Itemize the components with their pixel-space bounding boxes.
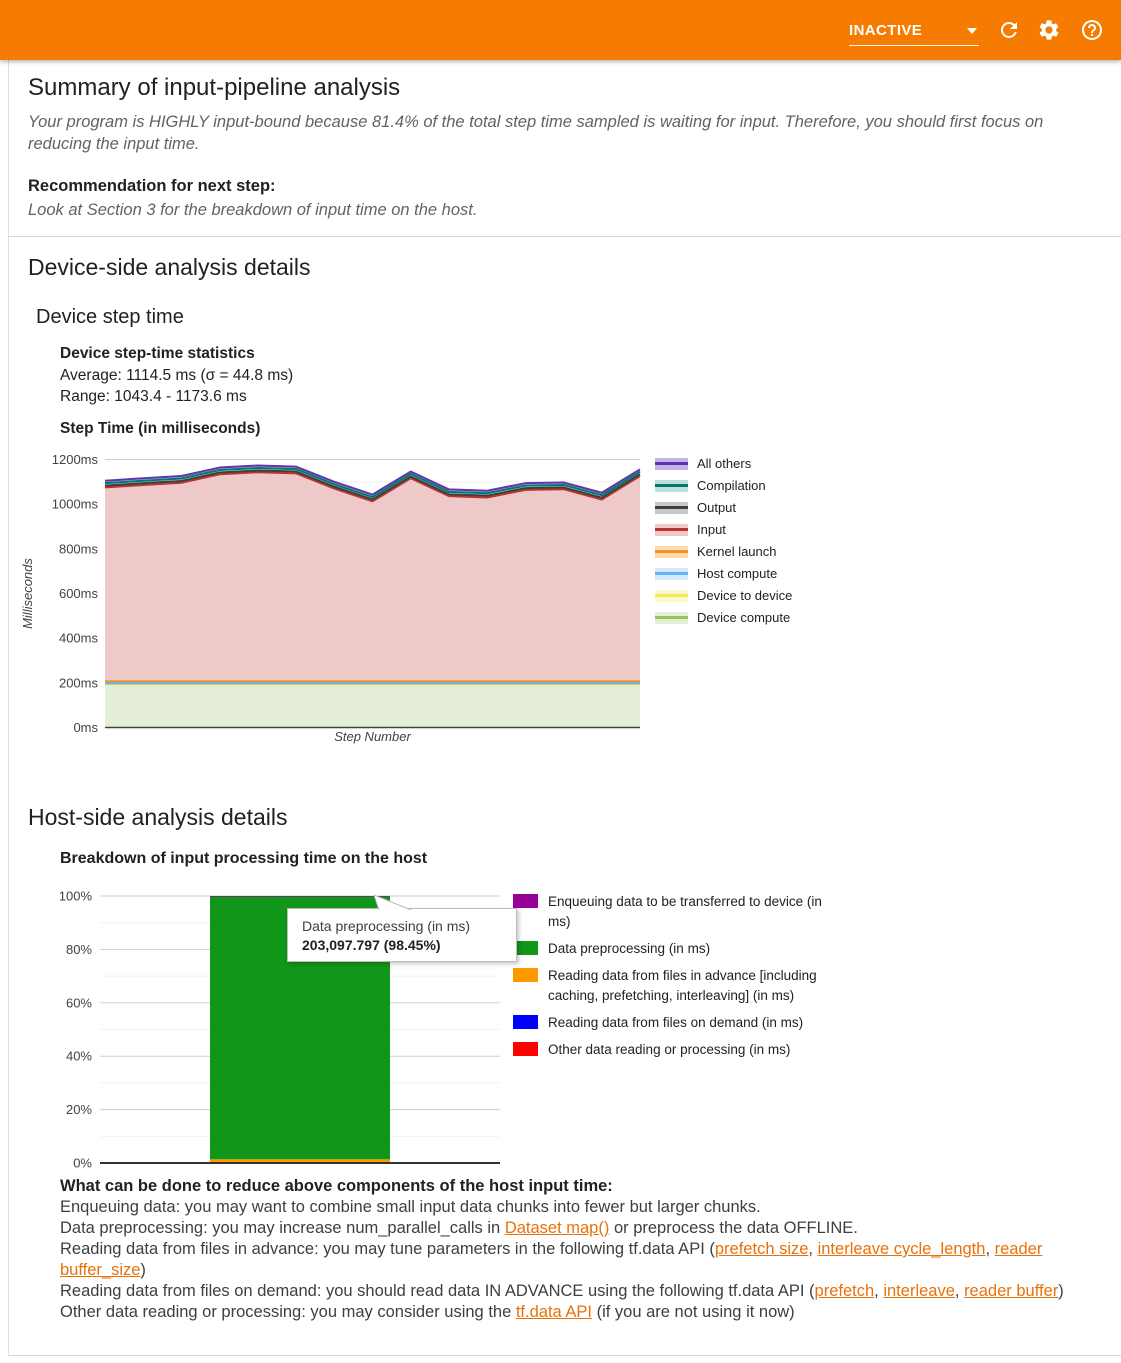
legend-item bbox=[655, 479, 792, 492]
tooltip-series-name: Data preprocessing (in ms) bbox=[302, 918, 471, 934]
recommendation-line bbox=[60, 1281, 1092, 1302]
device-step-time-chart[interactable] bbox=[20, 448, 670, 748]
device-step-time-title: Device step time bbox=[36, 306, 184, 328]
help-button[interactable] bbox=[1080, 18, 1104, 42]
bottom-divider bbox=[8, 1355, 1121, 1356]
legend-item bbox=[513, 1040, 873, 1060]
recommendation-text: Enqueuing data: you may want to combine small input data chunks into fewer but larger chunks. bbox=[60, 1198, 761, 1216]
link-dataset-map[interactable]: Dataset map() bbox=[504, 1219, 610, 1237]
recommendation-text: , bbox=[954, 1282, 965, 1300]
legend-item bbox=[655, 589, 792, 602]
section-divider bbox=[8, 236, 1121, 237]
recommendation-text: or preprocess the data OFFLINE. bbox=[609, 1219, 858, 1237]
link-prefetch-size[interactable]: prefetch size bbox=[714, 1240, 809, 1258]
link-tf-data-api[interactable]: tf.data API bbox=[515, 1303, 592, 1321]
legend-swatch-icon bbox=[655, 612, 688, 624]
legend-label: Kernel launch bbox=[697, 544, 777, 559]
legend-label: Device compute bbox=[697, 610, 791, 625]
recommendation-text: ) bbox=[140, 1261, 146, 1279]
legend-label: Reading data from files in advance [including caching, prefetching, interleaving] (in ms) bbox=[548, 968, 817, 1003]
svg-text:Step Number: Step Number bbox=[334, 729, 411, 744]
summary-section bbox=[28, 74, 1084, 220]
svg-text:400ms: 400ms bbox=[58, 630, 98, 646]
svg-text:600ms: 600ms bbox=[58, 586, 98, 601]
recommendation-text: Reading data from files on demand: you should read data IN ADVANCE using the following tf.data API ( bbox=[60, 1282, 815, 1300]
legend-label: Reading data from files on demand (in ms) bbox=[548, 1015, 804, 1030]
svg-text:20%: 20% bbox=[65, 1102, 92, 1118]
svg-text:1200ms: 1200ms bbox=[51, 452, 98, 467]
recommendation-text: , bbox=[985, 1240, 995, 1258]
recommendation-text: What can be done to reduce above components of the host input time: bbox=[60, 1177, 613, 1195]
recommendation-text: ) bbox=[1058, 1282, 1064, 1300]
legend-swatch-icon bbox=[655, 568, 688, 580]
legend-item bbox=[655, 457, 792, 470]
legend-label: All others bbox=[697, 456, 752, 471]
card-left-border bbox=[8, 60, 9, 1355]
capture-status-label: INACTIVE bbox=[849, 22, 923, 39]
host-recommendations bbox=[60, 1176, 1092, 1323]
link-interleave[interactable]: interleave bbox=[883, 1282, 955, 1300]
svg-text:Milliseconds: Milliseconds bbox=[20, 558, 35, 629]
svg-text:0ms: 0ms bbox=[73, 720, 98, 735]
legend-swatch-icon bbox=[513, 1042, 538, 1056]
chart-tooltip bbox=[287, 908, 517, 962]
chevron-down-icon bbox=[967, 28, 977, 34]
capture-status-select[interactable] bbox=[849, 16, 979, 46]
recommendation-text: (if you are not using it now) bbox=[591, 1303, 795, 1321]
legend-item bbox=[655, 567, 792, 580]
legend-label: Enqueuing data to be transferred to device (in ms) bbox=[548, 894, 822, 929]
legend-item bbox=[655, 501, 792, 514]
stats-heading: Device step-time statistics bbox=[60, 345, 255, 362]
link-reader-buffer[interactable]: reader buffer bbox=[964, 1282, 1059, 1300]
svg-text:100%: 100% bbox=[60, 888, 92, 904]
summary-title: Summary of input-pipeline analysis bbox=[28, 74, 401, 101]
recommendation-line bbox=[60, 1218, 1092, 1239]
settings-button[interactable] bbox=[1037, 18, 1061, 42]
legend-swatch-icon bbox=[513, 968, 538, 982]
legend-item bbox=[513, 892, 873, 932]
legend-label: Input bbox=[697, 522, 726, 537]
legend-item bbox=[655, 611, 792, 624]
legend-swatch-icon bbox=[513, 894, 538, 908]
legend-swatch-icon bbox=[655, 458, 688, 470]
legend-label: Output bbox=[697, 500, 737, 515]
legend-item bbox=[655, 523, 792, 536]
svg-text:200ms: 200ms bbox=[58, 675, 98, 691]
legend-swatch-icon bbox=[655, 590, 688, 602]
recommendation-line bbox=[60, 1197, 1092, 1218]
app-bar bbox=[0, 0, 1121, 60]
recommendation-text: , bbox=[808, 1240, 818, 1258]
link-interleave-cycle-length[interactable]: interleave cycle_length bbox=[817, 1240, 986, 1258]
svg-text:0%: 0% bbox=[73, 1155, 92, 1171]
legend-item bbox=[513, 966, 873, 1006]
svg-text:40%: 40% bbox=[65, 1048, 92, 1064]
legend-swatch-icon bbox=[655, 480, 688, 492]
host-section-title: Host-side analysis details bbox=[28, 804, 288, 830]
recommendation-text: Reading data from files in advance: you may tune parameters in the following tf.data API ( bbox=[60, 1240, 715, 1258]
summary-body: Your program is HIGHLY input-bound because 81.4% of the total step time sampled is waiting for input. Therefore, you should first focus on reducing the input time. bbox=[28, 113, 1044, 153]
legend-swatch-icon bbox=[655, 502, 688, 514]
device-chart-title: Step Time (in milliseconds) bbox=[60, 420, 261, 437]
legend-label: Device to device bbox=[697, 588, 793, 603]
gear-icon bbox=[1037, 29, 1061, 46]
host-chart-legend bbox=[513, 892, 873, 1067]
link-reader-buffer-size[interactable]: reader buffer_size bbox=[60, 1240, 1043, 1279]
recommendation-text: Other data reading or processing: you may consider using the bbox=[60, 1303, 516, 1321]
svg-text:1000ms: 1000ms bbox=[51, 496, 98, 512]
legend-swatch-icon bbox=[655, 524, 688, 536]
legend-swatch-icon bbox=[513, 1015, 538, 1029]
legend-item bbox=[655, 545, 792, 558]
device-chart-legend bbox=[655, 457, 792, 633]
legend-label: Other data reading or processing (in ms) bbox=[548, 1042, 791, 1057]
legend-item bbox=[513, 1013, 873, 1033]
svg-text:800ms: 800ms bbox=[58, 541, 98, 557]
refresh-button[interactable] bbox=[997, 18, 1021, 42]
stats-average: Average: 1114.5 ms (σ = 44.8 ms) bbox=[60, 366, 294, 384]
svg-text:60%: 60% bbox=[65, 995, 92, 1011]
svg-text:80%: 80% bbox=[65, 941, 92, 957]
stats-range: Range: 1043.4 - 1173.6 ms bbox=[60, 388, 247, 405]
help-icon bbox=[1080, 29, 1104, 46]
legend-label: Host compute bbox=[697, 566, 778, 581]
tooltip-value: 203,097.797 (98.45%) bbox=[302, 937, 441, 953]
host-chart-title: Breakdown of input processing time on the host bbox=[60, 850, 428, 867]
recommendation-line bbox=[60, 1239, 1092, 1281]
device-step-stats bbox=[60, 343, 293, 408]
legend-item bbox=[513, 939, 873, 959]
recommendation-text: , bbox=[874, 1282, 884, 1300]
device-section-title: Device-side analysis details bbox=[28, 254, 311, 280]
refresh-icon bbox=[997, 29, 1021, 46]
recommendation-line bbox=[60, 1302, 1092, 1323]
recommendation-heading: Recommendation for next step: bbox=[28, 177, 276, 195]
legend-label: Data preprocessing (in ms) bbox=[548, 941, 711, 956]
legend-swatch-icon bbox=[655, 546, 688, 558]
link-prefetch[interactable]: prefetch bbox=[814, 1282, 875, 1300]
recommendation-text: Data preprocessing: you may increase num_parallel_calls in bbox=[60, 1219, 505, 1237]
legend-label: Compilation bbox=[697, 478, 766, 493]
recommendations-heading bbox=[60, 1176, 1092, 1197]
recommendation-body: Look at Section 3 for the breakdown of input time on the host. bbox=[28, 201, 478, 219]
